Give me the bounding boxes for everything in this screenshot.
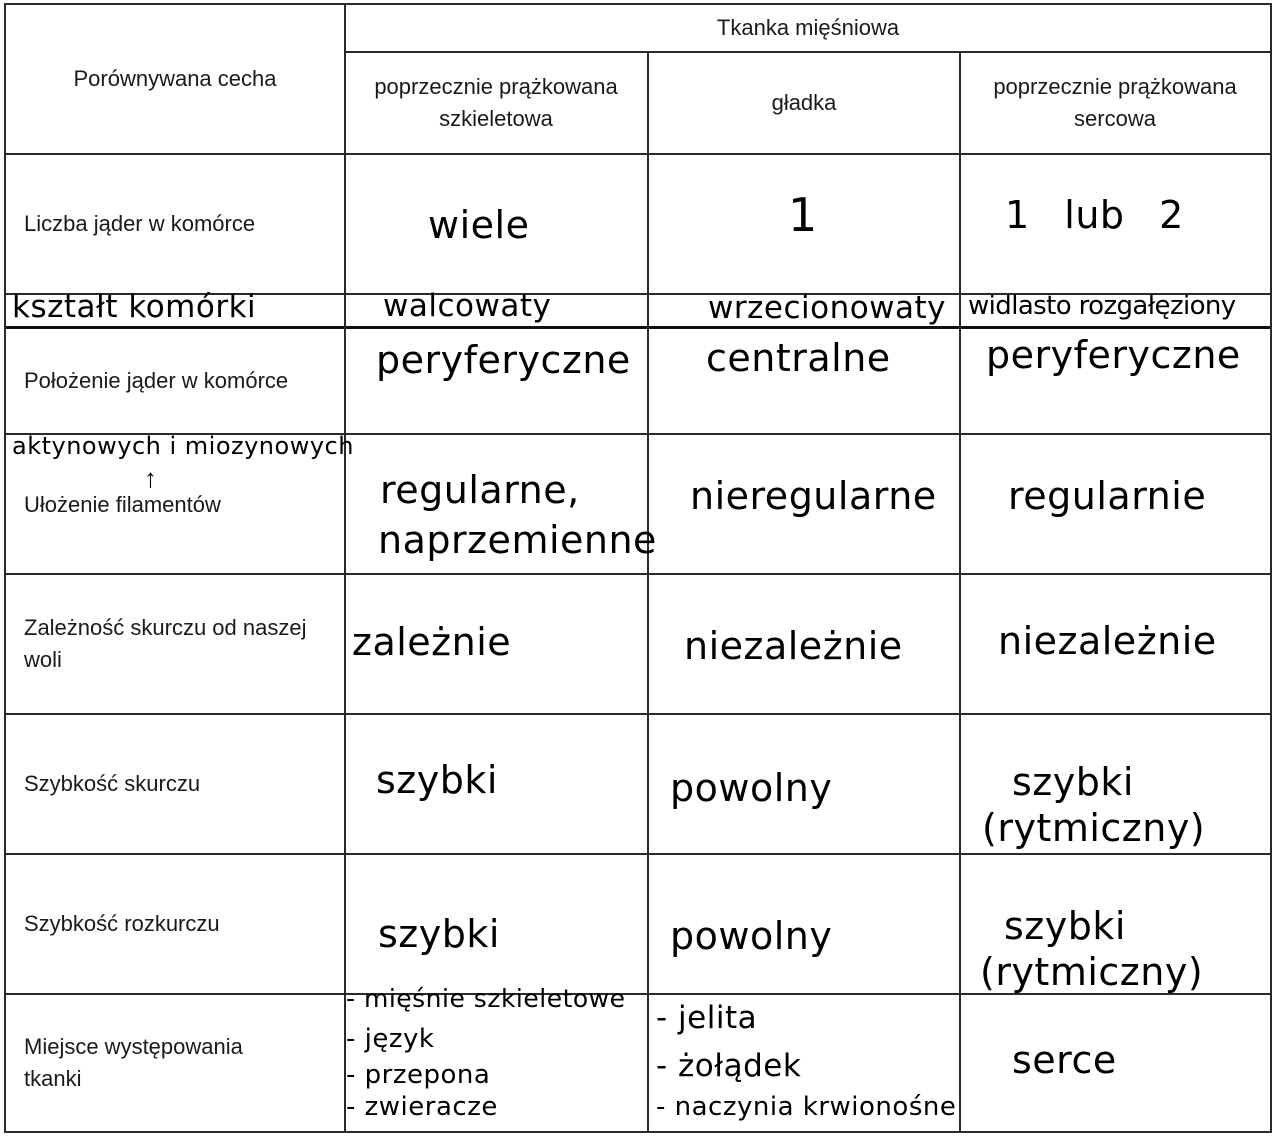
header-feature-label: Porównywana cecha: [73, 66, 277, 91]
divider-col3: [959, 51, 961, 1133]
location-smooth-item: - żołądek: [656, 1048, 802, 1084]
cell-shape-cardiac: widlasto rozgałęziony: [968, 291, 1236, 321]
border-bottom: [4, 1131, 1272, 1133]
row-label-location: Miejsce występowania tkanki: [24, 1034, 243, 1091]
location-skeletal-item: - język: [346, 1024, 435, 1054]
row-label-contraction-speed: Szybkość skurczu: [24, 771, 201, 796]
contraction-speed-cardiac-line2: (rytmiczny): [982, 806, 1206, 850]
row-label-nuclei-count: Liczba jąder w komórce: [24, 211, 256, 236]
location-cardiac: serce: [1012, 1038, 1117, 1082]
header-col-smooth: gładka: [771, 90, 837, 115]
row-label-cell-shape: kształt komórki: [12, 289, 257, 325]
cell-shape-skeletal: walcowaty: [383, 288, 552, 324]
location-skeletal-item: - mięśnie szkieletowe: [346, 984, 626, 1013]
header-col-cardiac: poprzecznie prążkowana sercowa: [993, 74, 1237, 131]
voluntary-smooth: niezależnie: [684, 624, 903, 668]
arrow-up-icon: ↑: [144, 463, 157, 493]
divider-col2: [647, 51, 649, 1133]
nuclei-count-cardiac: 1 lub 2: [1005, 193, 1184, 237]
cell-shape-smooth: wrzecionowaty: [708, 290, 947, 326]
filaments-cardiac: regularnie: [1008, 474, 1207, 518]
nuclei-position-skeletal: peryferyczne: [376, 338, 631, 382]
voluntary-skeletal: zależnie: [352, 620, 512, 664]
row-label-filaments: Ułożenie filamentów: [24, 492, 221, 517]
location-smooth-item: - naczynia krwionośne: [656, 1092, 957, 1122]
divider-col1: [344, 3, 346, 1133]
row-label-nuclei-position: Położenie jąder w komórce: [24, 368, 289, 393]
row-label-relaxation-speed: Szybkość rozkurczu: [24, 911, 220, 936]
filaments-annotation: aktynowych i miozynowych: [12, 432, 354, 460]
nuclei-position-smooth: centralne: [706, 336, 891, 380]
header-col-skeletal: poprzecznie prążkowana szkieletowa: [374, 74, 618, 131]
contraction-speed-smooth: powolny: [670, 766, 833, 810]
relaxation-speed-smooth: powolny: [670, 914, 833, 958]
voluntary-cardiac: niezależnie: [998, 619, 1217, 663]
relaxation-speed-cardiac-line2: (rytmiczny): [980, 950, 1204, 994]
location-skeletal-item: - zwieracze: [346, 1092, 498, 1122]
header-tissue-title: Tkanka mięśniowa: [716, 15, 900, 40]
filaments-smooth: nieregularne: [690, 474, 937, 518]
row-label-voluntary: Zależność skurczu od naszej woli: [24, 615, 307, 672]
nuclei-count-skeletal: wiele: [428, 203, 530, 247]
contraction-speed-cardiac-line1: szybki: [1012, 760, 1134, 804]
relaxation-speed-cardiac-line1: szybki: [1004, 904, 1126, 948]
border-right: [1270, 3, 1272, 1133]
filaments-skeletal-line2: naprzemienne: [378, 518, 657, 562]
relaxation-speed-skeletal: szybki: [378, 912, 500, 956]
filaments-skeletal-line1: regularne,: [380, 468, 580, 512]
location-skeletal-item: - przepona: [346, 1060, 491, 1090]
location-smooth-item: - jelita: [656, 1000, 758, 1036]
contraction-speed-skeletal: szybki: [376, 758, 498, 802]
nuclei-position-cardiac: peryferyczne: [986, 333, 1241, 377]
nuclei-count-smooth: 1: [788, 188, 818, 242]
